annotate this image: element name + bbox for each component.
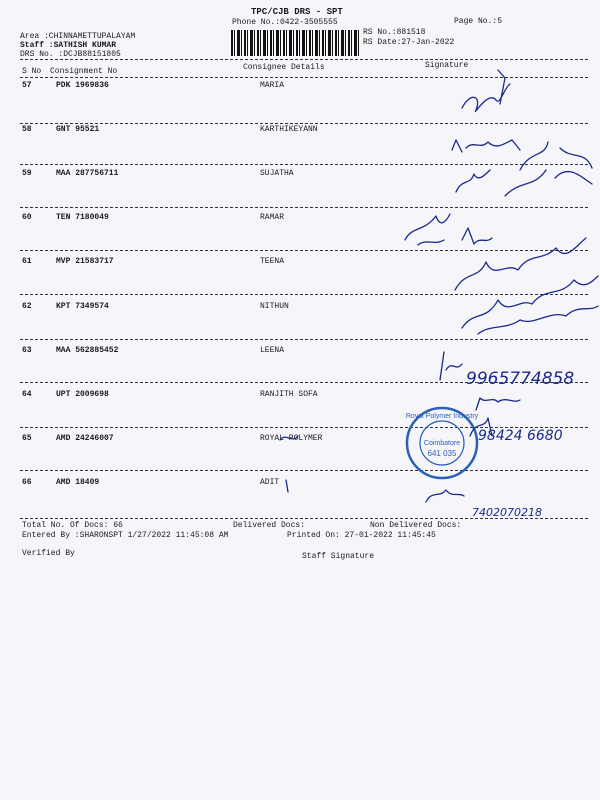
barcode [231,30,359,56]
row-consignment: MVP 21583717 [56,257,114,266]
delivered-docs: Delivered Docs: [233,521,306,530]
area-label: Area :CHINNAMETTUPALAYAM [20,32,136,41]
company-stamp [403,404,481,482]
row-divider [20,427,588,428]
row-consignment: TEN 7180049 [56,213,109,222]
svg-text:641 035: 641 035 [427,449,457,458]
row-sno: 59 [22,169,32,178]
row-consignee: TEENA [260,257,285,266]
row-consignee: ADIT [260,478,280,487]
row-consignment: UPT 2009698 [56,390,109,399]
row-sno: 63 [22,346,32,355]
table-row [20,434,588,446]
row-divider [20,294,588,295]
staff-signature-label: Staff Signature [302,552,375,561]
row-divider [20,250,588,251]
table-row [20,169,588,181]
row-divider [20,339,588,340]
columns-divider [20,77,588,78]
page-number: Page No.:5 [454,17,503,26]
phone-number: Phone No.:0422-3505555 [232,18,338,27]
row-consignment: PDK 1969836 [56,81,109,90]
row-sno: 62 [22,302,32,311]
non-delivered-docs: Non Delivered Docs: [370,521,462,530]
table-row [20,125,588,137]
verified-by: Verified By [22,549,75,558]
row-consignee: ROYAL POLYMER [260,434,323,443]
row-consignment: MAA 562885452 [56,346,119,355]
row-consignment: MAA 287756711 [56,169,119,178]
entered-by: Entered By :SHARONSPT 1/27/2022 11:45:08 AM [22,531,229,540]
row-sno: 64 [22,390,32,399]
rs-number: RS No.:881518 [363,28,426,37]
table-row [20,478,588,490]
row-consignee: NITHUN [260,302,289,311]
row-divider [20,470,588,471]
total-docs: Total No. Of Docs: 66 [22,521,123,530]
phone-row65: 98424 6680 [478,428,563,444]
row-consignee: KARTHIKEYANN [260,125,318,134]
row-divider [20,164,588,165]
table-row [20,346,588,358]
row-consignment: AMD 18409 [56,478,100,487]
drs-number: DRS No. :DCJB88151805 [20,50,121,59]
row-consignee: RAMAR [260,213,285,222]
row-divider [20,518,588,519]
row-sno: 66 [22,478,32,487]
row-consignment: AMD 24246007 [56,434,114,443]
signature-row58 [452,140,520,152]
row-divider [20,123,588,124]
header-divider [20,59,588,60]
row-sno: 60 [22,213,32,222]
col-consignment: Consignment No [50,67,118,76]
phone-row66: 7402070218 [472,506,542,519]
phone-row63: 9965774858 [466,369,575,389]
row-sno: 57 [22,81,32,90]
svg-text:Royal Polymer Industry: Royal Polymer Industry [405,413,479,420]
document-title: TPC/CJB DRS - SPT [251,7,343,17]
signature-row66 [426,490,464,502]
col-sno: S No [22,67,42,76]
row-divider [20,382,588,383]
table-row [20,213,588,225]
row-divider [20,207,588,208]
row-consignment: GNT 95521 [56,125,100,134]
row-sno: 61 [22,257,32,266]
table-row [20,81,588,93]
rs-date: RS Date:27-Jan-2022 [363,38,455,47]
staff-label: Staff :SATHISH KUMAR [20,41,117,50]
row-consignee: RANJITH SOFA [260,390,318,399]
svg-text:Coimbatore: Coimbatore [423,440,461,447]
col-consignee: Consignee Details [243,63,325,72]
printed-on: Printed On: 27-01-2022 11:45:45 [287,531,436,540]
table-row [20,390,588,402]
table-row [20,302,588,314]
row-consignment: KPT 7349574 [56,302,109,311]
table-row [20,257,588,269]
signature-row59-a [456,142,592,192]
row-sno: 65 [22,434,32,443]
row-consignee: SUJATHA [260,169,294,178]
row-sno: 58 [22,125,32,134]
col-signature: Signature [425,61,469,70]
row-consignee: MARIA [260,81,285,90]
row-consignee: LEENA [260,346,285,355]
